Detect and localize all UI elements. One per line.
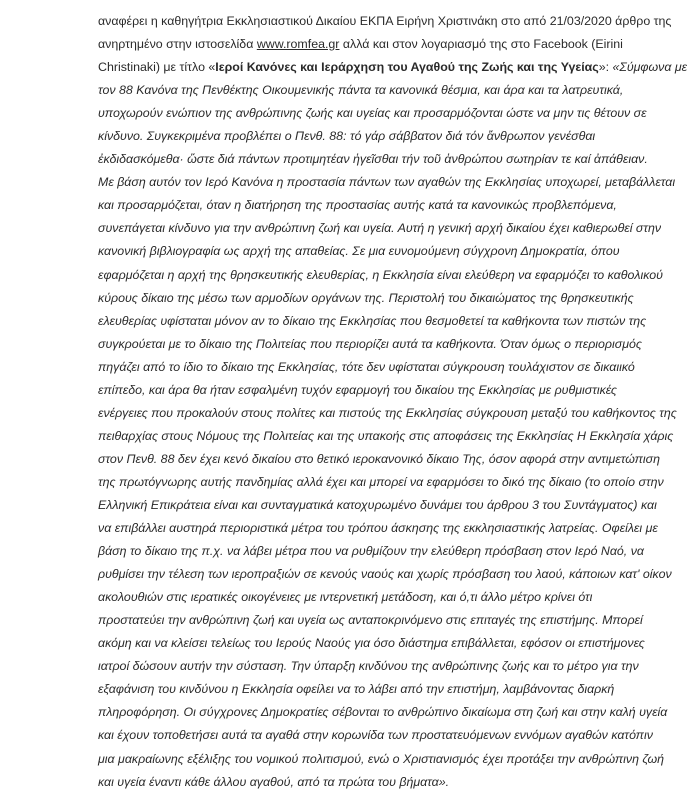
text-segment: ρυθμίσει την τέλεση των ιεροπραξιών σε κενούς ναούς και χωρίς πρόσβαση του λαού, κάποιων κατ' οίκον <box>98 567 672 582</box>
text-segment: Με βάση αυτόν τον Ιερό Κανόνα η προστασία πάντων των αγαθών της Εκκλησίας υποχωρεί, μεταβάλλεται <box>98 175 676 190</box>
text-line <box>98 471 664 494</box>
text-line <box>98 609 643 632</box>
document-page <box>98 10 687 794</box>
text-segment: ανηρτημένο στην ιστοσελίδα <box>98 37 257 52</box>
text-line <box>98 33 623 56</box>
text-segment: Ελληνική Επικράτεια είναι και συνταγματικά κατοχυρωμένο δυνάμει του άρθρου 3 του Συντάγματος) και <box>98 497 657 512</box>
text-segment: μια μακραίωνης εξέλιξης του νομικού πολιτισμού, ενώ ο Χριστιανισμός έχει προτάξει την ανθρώπινη ζωή <box>98 751 665 766</box>
text-segment: »: <box>598 60 613 75</box>
text-line <box>98 448 661 471</box>
text-segment: ενέργειες που προκαλούν στους πολίτες και πιστούς της Εκκλησίας σύγκρουση μεταξύ του καθήκοντος της <box>98 405 677 420</box>
text-line <box>98 701 668 724</box>
text-segment: της πρωτόγνωρης αυτής πανδημίας αλλά έχει και μπορεί να εφαρμόσει το δικό της δίκαιο (το οποίο στην <box>98 474 664 489</box>
text-line <box>98 102 647 125</box>
text-segment: συνεπάγεται κίνδυνο για την ανθρώπινη ζωή και υγεία. Αυτή η γενική αρχή δικαίου έχει καθιερωθεί στην <box>98 221 662 236</box>
text-line <box>98 194 617 217</box>
text-segment: κύρους δίκαιο της μέσω των αρμοδίων οργάνων της. Περιστολή του δικαιώματος της θρησκευτικής <box>98 290 634 305</box>
text-segment: βάση το δίκαιο της π.χ. να λάβει μέτρα που να ρυθμίζουν την ελεύθερη πρόσβαση στον Ιερό Ναό, να <box>98 544 644 559</box>
text-segment: στον Πενθ. 88 δεν έχει κενό δικαίου στο θετικό ιεροκανονικό δίκαιο Της, όσον αφορά στην αντιμετώπιση <box>98 451 661 466</box>
text-line <box>98 494 657 517</box>
text-line <box>98 563 672 586</box>
text-segment: τον 88 Κανόνα της Πενθέκτης Οικουμενικής πάντα τα κανονικά θέσμια, και άρα και τα λατρευτικά, <box>98 83 624 98</box>
text-segment: αλλά και στον λογαριασμό της στο Facebook (Eirini <box>339 37 623 52</box>
text-segment: ακόμη και να κλείσει τελείως του Ιερούς Ναούς για όσο διάστημα επιβάλλεται, εφόσον οι επιστήμονες <box>98 636 645 651</box>
text-line <box>98 678 615 701</box>
text-line <box>98 771 592 794</box>
text-line <box>98 217 662 240</box>
text-line <box>98 310 647 333</box>
text-line <box>98 79 624 102</box>
text-segment: ακολουθιών στις ιερατικές οικογένειες με ιντερνετική μετάδοση, και ό,τι άλλο μέτρο κρίνει ότι <box>98 590 593 605</box>
website-link[interactable]: www.romfea.gr <box>256 37 340 52</box>
text-segment: κίνδυνο. Συγκεκριμένα προβλέπει ο Πενθ. 88: τό γάρ σάββατον διά τόν ἄνθρωπον γενέσθαι <box>98 129 596 144</box>
text-segment: «Σύμφωνα με <box>612 60 687 75</box>
text-segment: συγκρούεται με το δίκαιο της Πολιτείας που περιορίζει αυτά τα καθήκοντα. Όταν όμως ο περιορισμός <box>98 336 642 351</box>
text-segment: επίπεδο, και άρα θα ήταν εσφαλμένη τυχόν εφαρμογή του δικαίου της Εκκλησίας με ρυθμιστικές <box>98 382 617 397</box>
text-segment: εξαφάνιση του κινδύνου η Εκκλησία οφείλει να το λάβει από την επιστήμη, λαμβάνοντας διαρκή <box>98 682 615 697</box>
text-segment: αναφέρει η καθηγήτρια Εκκλησιαστικού Δικαίου ΕΚΠΑ Ειρήνη Χριστινάκη στο από 21/03/2020 άρθρο της <box>98 14 672 28</box>
text-segment: να επιβάλλει αυστηρά περιοριστικά μέτρα του τρόπου άσκησης της εκκλησιαστικής λατρείας. Οφείλει με <box>98 521 658 536</box>
text-line <box>98 402 677 425</box>
text-segment: πληροφόρηση. Οι σύγχρονες Δημοκρατίες σέβονται το ανθρώπινο δικαίωμα στη ζωή και στην καλή υγεία <box>98 705 668 720</box>
text-segment: ἐκδιδασκόμεθα· ὥστε διά πάντων προτιμητέαν ἡγεῖσθαι τήν τοῦ ἀνθρώπου σωτηρίαν τε καί ἀπάθειαν. <box>98 152 648 167</box>
text-line <box>98 540 644 563</box>
text-line <box>98 56 687 79</box>
text-line <box>98 724 653 747</box>
text-line <box>98 287 634 310</box>
text-line <box>98 148 648 171</box>
text-line <box>98 655 639 678</box>
text-line <box>98 748 665 771</box>
text-segment: πειθαρχίας στους Νόμους της Πολιτείας και της υπακοής στις αποφάσεις της Εκκλησίας Η Εκκλησία χάρις <box>98 428 674 443</box>
text-segment: και έχουν τοποθετήσει αυτά τα αγαθά στην κορωνίδα των προστατευόμενων εννόμων αγαθών κατόπιν <box>98 728 653 743</box>
text-line <box>98 632 645 655</box>
text-line <box>98 356 635 379</box>
text-line <box>98 517 658 540</box>
text-line <box>98 586 592 609</box>
text-segment: και υγεία έναντι κάθε άλλου αγαθού, από τα πρώτα του βήματα». <box>98 774 450 789</box>
text-line <box>98 379 617 402</box>
text-line <box>98 333 642 356</box>
text-line <box>98 264 663 287</box>
text-line <box>98 240 620 263</box>
text-segment: Christinaki) με τίτλο « <box>98 60 216 75</box>
text-segment: υποχωρούν ενώπιον της ανθρώπινης ζωής και υγείας και προσαρμόζονται ώστε να μην τις θέτουν σε <box>98 106 647 121</box>
article-title: Ιεροί Κανόνες και Ιεράρχηση του Αγαθού της Ζωής και της Υγείας <box>215 60 599 75</box>
text-segment: και προσαρμόζεται, όταν η διατήρηση της προστασίας αυτής κατά τα κανονικώς προβλεπόμενα, <box>98 198 617 213</box>
text-segment: κανονική βιβλιογραφία ως αρχή της απαθείας. Σε μια ευνομούμενη σύγχρονη Δημοκρατία, όπου <box>98 244 620 259</box>
text-line <box>98 425 674 448</box>
text-segment: ελευθερίας υφίσταται μόνον αν το δίκαιο της Εκκλησίας που θεσμοθετεί τα καθήκοντα των πιστών της <box>98 313 647 328</box>
text-line <box>98 171 676 194</box>
text-line <box>98 125 596 148</box>
text-segment: ιατροί δώσουν αυτήν την σύσταση. Την ύπαρξη κινδύνου της ανθρώπινης ζωής και το μέτρο για την <box>98 659 639 674</box>
text-segment: προστατεύει την ανθρώπινη ζωή και υγεία ως ανταποκρινόμενο στις επιταγές της επιστήμης. Μπορεί <box>98 613 643 628</box>
text-segment: εφαρμόζεται η αρχή της θρησκευτικής ελευθερίας, η Εκκλησία είναι ελεύθερη να εφαρμόζει το καθολικού <box>98 267 663 282</box>
text-segment: πηγάζει από το ίδιο το δίκαιο της Εκκλησίας, τότε δεν υφίσταται σύγκρουση τουλάχιστον σε δικαιικό <box>98 359 635 374</box>
text-line <box>98 10 672 33</box>
